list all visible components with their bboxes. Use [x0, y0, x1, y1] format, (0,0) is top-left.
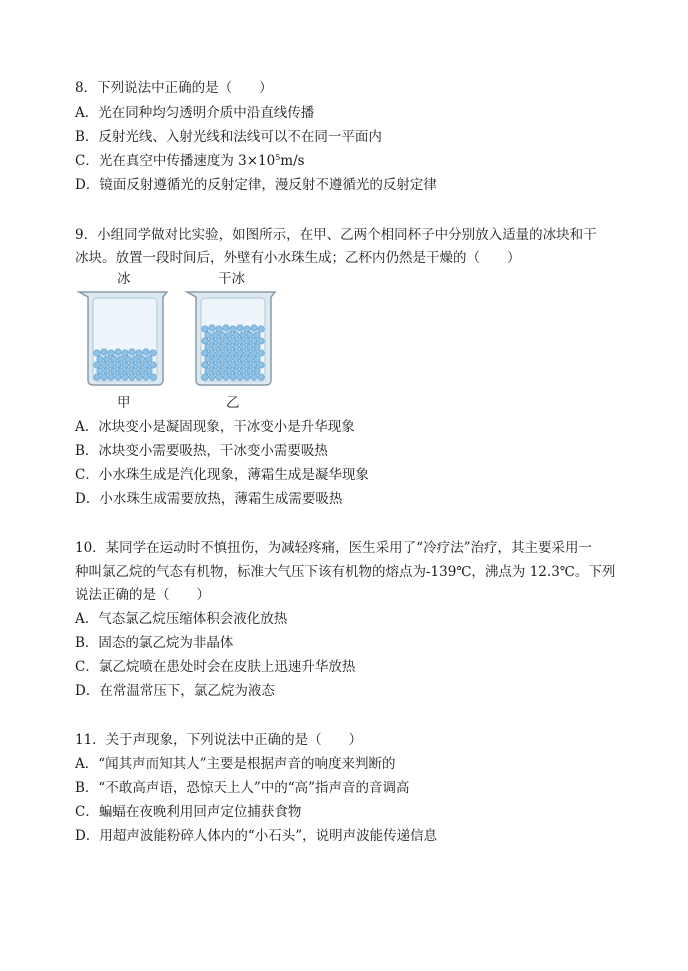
beaker-yi: [187, 292, 275, 385]
question-10-option-b: B．固态的氯乙烷为非晶体: [75, 635, 234, 651]
question-8-option-c-text: C．光在真空中传播速度为 3×10: [75, 153, 276, 169]
beaker-top-label-dry-ice: 干冰: [218, 271, 245, 287]
question-9-option-a: A．冰块变小是凝固现象，干冰变小是升华现象: [75, 419, 355, 435]
question-9-stem-line-2: 冰块。放置一段时间后，外壁有小水珠生成；乙杯内仍然是干燥的（ ）: [75, 250, 521, 266]
question-9-stem-line-1: 9．小组同学做对比实验，如图所示，在甲、乙两个相同杯子中分别放入适量的冰块和干: [75, 227, 597, 243]
question-10-stem-line-2: 种叫氯乙烷的气态有机物，标准大气压下该有机物的熔点为-139℃，沸点为 12.3℃。下列: [75, 564, 616, 580]
beakers-illustration: [75, 288, 295, 388]
question-9-option-c: C．小水珠生成是汽化现象，薄霜生成是凝华现象: [75, 467, 369, 483]
ice-cubes-jia: [94, 349, 156, 380]
question-11-option-d: D．用超声波能粉碎人体内的“小石头”，说明声波能传递信息: [75, 828, 438, 844]
question-8-option-c-exponent: 5: [275, 153, 281, 162]
question-11-option-b: B．“不敢高声语，恐惊天上人”中的“高”指声音的音调高: [75, 780, 410, 796]
beakers-figure: [75, 288, 295, 388]
beaker-bottom-label-jia: 甲: [117, 395, 131, 411]
question-8-option-c-unit: m/s: [280, 153, 305, 169]
question-9-option-d: D．小水珠生成需要放热，薄霜生成需要吸热: [75, 491, 343, 507]
question-8-stem: 8．下列说法中正确的是（ ）: [75, 80, 273, 96]
question-11-stem: 11．关于声现象，下列说法中正确的是（ ）: [75, 732, 363, 748]
question-10-stem-line-1: 10．某同学在运动时不慎扭伤，为减轻疼痛，医生采用了“冷疗法”治疗，其主要采用一: [75, 540, 592, 556]
question-8-option-b: B．反射光线、入射光线和法线可以不在同一平面内: [75, 129, 382, 145]
question-11-option-a: A．“闻其声而知其人”主要是根据声音的响度来判断的: [75, 756, 396, 772]
question-9-option-b: B．冰块变小需要吸热，干冰变小需要吸热: [75, 443, 328, 459]
beaker-jia: [79, 292, 167, 385]
question-11-option-c: C．蝙蝠在夜晚利用回声定位捕获食物: [75, 804, 302, 820]
beaker-bottom-label-yi: 乙: [226, 395, 240, 411]
beaker-top-label-ice: 冰: [117, 271, 131, 287]
question-10-option-a: A．气态氯乙烷压缩体积会液化放热: [75, 611, 288, 627]
question-8-option-d: D．镜面反射遵循光的反射定律，漫反射不遵循光的反射定律: [75, 177, 437, 193]
question-10-option-c: C．氯乙烷喷在患处时会在皮肤上迅速升华放热: [75, 659, 356, 675]
question-10-option-d: D．在常温常压下，氯乙烷为液态: [75, 683, 275, 699]
question-8-option-c: [75, 152, 305, 170]
question-8-option-a: A．光在同种均匀透明介质中沿直线传播: [75, 105, 315, 121]
question-10-stem-line-3: 说法正确的是（ ）: [75, 587, 210, 603]
